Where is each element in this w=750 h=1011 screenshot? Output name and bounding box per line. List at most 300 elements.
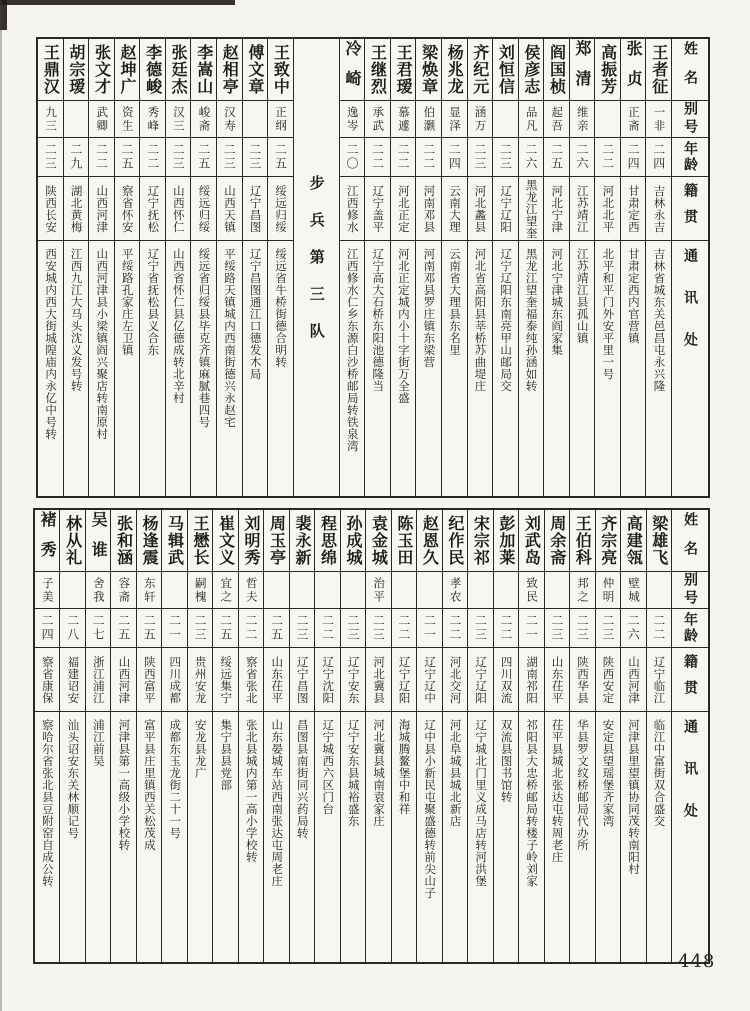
person-alias-cell xyxy=(341,572,365,609)
person-native: 察省张北 xyxy=(244,655,259,704)
person-column xyxy=(467,510,492,962)
person-age-cell xyxy=(545,609,569,648)
person-age-cell xyxy=(392,609,416,648)
person-alias: 逸岑 xyxy=(345,105,360,133)
person-age-cell xyxy=(647,609,671,648)
person-column xyxy=(390,39,416,496)
person-age: 二三 xyxy=(371,614,386,642)
person-column xyxy=(391,510,416,962)
person-native-cell xyxy=(111,648,135,712)
person-native: 吉林永吉 xyxy=(652,184,667,233)
header-address-label: 通讯处 xyxy=(682,248,698,374)
person-name-cell xyxy=(570,510,594,572)
person-age-cell xyxy=(596,609,620,648)
person-address-cell xyxy=(38,241,63,496)
person-name-cell xyxy=(621,39,646,101)
person-alias-cell xyxy=(443,572,467,609)
person-native: 河北交河 xyxy=(448,655,463,704)
person-name: 马辑武 xyxy=(165,515,185,566)
person-alias-cell xyxy=(545,572,569,609)
person-name-cell xyxy=(213,510,237,572)
person-native-cell xyxy=(86,648,110,712)
person-address-cell xyxy=(646,241,671,496)
person-native: 察省康保 xyxy=(40,655,55,704)
person-address: 辽宁高大石桥东阳池德隆当 xyxy=(371,248,386,392)
person-age-cell xyxy=(621,609,645,648)
person-native-cell xyxy=(519,648,543,712)
person-name: 刘恒信 xyxy=(496,44,516,95)
person-age-cell xyxy=(35,609,59,648)
header-age-label: 年龄 xyxy=(682,612,698,644)
person-age-cell xyxy=(111,609,135,648)
person-alias: 汉寿 xyxy=(223,105,238,133)
person-alias-cell xyxy=(86,572,110,609)
person-name: 程思绵 xyxy=(318,515,338,566)
person-address: 辽宁城北门里义成马店转河洪堡 xyxy=(474,719,489,887)
person-address-cell xyxy=(570,241,595,496)
person-name: 吴谁 xyxy=(89,510,109,571)
person-native-cell xyxy=(162,648,186,712)
scan-artifact-left-edge xyxy=(0,0,2,1011)
person-native-cell xyxy=(365,177,390,241)
person-native-cell xyxy=(621,648,645,712)
person-native-cell xyxy=(239,648,263,712)
person-alias-cell xyxy=(366,572,390,609)
person-column xyxy=(518,510,543,962)
person-address: 河北阜城县城北新店 xyxy=(448,719,463,827)
person-address: 山西省怀仁县亿德成转北辛村 xyxy=(171,248,186,404)
person-column xyxy=(190,39,216,496)
person-age: 二三 xyxy=(575,614,590,642)
person-column xyxy=(114,39,140,496)
person-age-cell xyxy=(544,138,569,177)
person-name: 傅文章 xyxy=(245,44,265,95)
header-alias-label: 别号 xyxy=(682,572,698,608)
person-column xyxy=(165,39,191,496)
person-age-cell xyxy=(519,609,543,648)
person-native-cell xyxy=(647,648,671,712)
person-column xyxy=(238,510,263,962)
person-native: 陕西安定 xyxy=(601,655,616,704)
person-name-cell xyxy=(315,510,339,572)
person-name: 冷崎 xyxy=(342,39,362,100)
person-name: 陈玉田 xyxy=(394,515,414,566)
person-address-cell xyxy=(442,241,467,496)
person-age-cell xyxy=(468,609,492,648)
person-native: 浙江浦江 xyxy=(91,655,106,704)
person-age-cell xyxy=(89,138,114,177)
person-name: 王懋长 xyxy=(191,515,211,566)
person-native: 辽宁盖平 xyxy=(371,184,386,233)
person-address-cell xyxy=(290,712,314,962)
person-address-cell xyxy=(417,712,441,962)
person-address: 茌平县城北张达屯转周老庄 xyxy=(550,719,565,863)
person-native: 陕西华县 xyxy=(576,655,591,704)
person-age: 二六 xyxy=(575,143,590,171)
person-alias: 涵万 xyxy=(473,105,488,133)
person-name: 王鼎汉 xyxy=(41,44,61,95)
person-native: 山西河津 xyxy=(627,655,642,704)
person-age-cell xyxy=(340,138,365,177)
person-name-cell xyxy=(443,510,467,572)
person-age: 二三 xyxy=(549,614,564,642)
person-age-cell xyxy=(60,609,84,648)
person-name-cell xyxy=(137,510,161,572)
person-age-cell xyxy=(86,609,110,648)
person-name-cell xyxy=(519,510,543,572)
person-name-cell xyxy=(468,510,492,572)
person-native: 河北正定 xyxy=(396,184,411,233)
person-alias: 容斋 xyxy=(117,576,132,604)
person-name: 赵恩久 xyxy=(420,515,440,566)
person-alias-cell xyxy=(570,572,594,609)
person-address: 河北正定城内小十字街万全盛 xyxy=(396,248,411,404)
person-alias: 峻斋 xyxy=(197,105,212,133)
person-name-cell xyxy=(442,39,467,101)
person-column xyxy=(289,510,314,962)
person-address-cell xyxy=(191,241,216,496)
person-age: 二五 xyxy=(269,614,284,642)
person-column xyxy=(136,510,161,962)
person-age-cell xyxy=(391,138,416,177)
person-address: 云南省大理县东名里 xyxy=(447,248,462,356)
person-column xyxy=(339,39,365,496)
person-address-cell xyxy=(35,712,59,962)
person-age: 二三 xyxy=(193,614,208,642)
person-native: 湖北黄梅 xyxy=(69,184,84,233)
person-alias-cell xyxy=(315,572,339,609)
person-name: 林从礼 xyxy=(63,515,83,566)
person-name: 彭加莱 xyxy=(496,515,516,566)
section-divider-label: 步兵第三队 xyxy=(307,175,326,360)
person-address: 河津县第一高级小学校转 xyxy=(117,719,132,851)
person-alias: 资生 xyxy=(120,105,135,133)
person-address-cell xyxy=(416,241,441,496)
person-address-cell xyxy=(365,241,390,496)
person-alias: 仲明 xyxy=(601,576,616,604)
person-alias-cell xyxy=(596,572,620,609)
person-address: 临江中富街双合盛交 xyxy=(652,719,667,827)
person-name-cell xyxy=(519,39,544,101)
person-address-cell xyxy=(519,712,543,962)
person-address: 集宁县县党部 xyxy=(219,719,234,791)
person-age: 二四 xyxy=(626,143,641,171)
person-name-cell xyxy=(38,39,63,101)
person-alias-cell xyxy=(191,101,216,138)
person-native: 江苏靖江 xyxy=(575,184,590,233)
person-address-cell xyxy=(468,712,492,962)
person-native: 山东茌平 xyxy=(270,655,285,704)
person-address-cell xyxy=(647,712,671,962)
header-cell-alias xyxy=(672,572,708,609)
person-age: 二二 xyxy=(498,614,513,642)
person-native-cell xyxy=(115,177,140,241)
person-name-cell xyxy=(366,510,390,572)
person-column xyxy=(645,39,671,496)
person-address: 绥远省归绥县毕克齐镇麻腻巷四号 xyxy=(197,248,212,428)
person-age: 二五 xyxy=(142,614,157,642)
person-address-cell xyxy=(341,712,365,962)
person-native: 河北蠡县 xyxy=(473,184,488,233)
person-age: 二六 xyxy=(523,143,538,171)
person-name: 张贞 xyxy=(624,39,644,100)
person-name-cell xyxy=(191,39,216,101)
person-alias-cell xyxy=(243,101,268,138)
person-name-cell xyxy=(341,510,365,572)
person-name-cell xyxy=(570,39,595,101)
person-alias-cell xyxy=(416,101,441,138)
person-name: 梁焕章 xyxy=(419,44,439,95)
person-age-cell xyxy=(315,609,339,648)
person-alias-cell xyxy=(137,572,161,609)
person-address: 山西河津县小梁镇阎兴聚店转南原村 xyxy=(95,248,110,440)
person-column xyxy=(212,510,237,962)
person-column xyxy=(467,39,493,496)
person-address-cell xyxy=(570,712,594,962)
person-name-cell xyxy=(416,39,441,101)
person-age: 二二 xyxy=(94,143,109,171)
header-cell-age xyxy=(672,138,708,177)
person-name-cell xyxy=(188,510,212,572)
person-address: 海城腾鳌堡中和祥 xyxy=(397,719,412,815)
person-address-cell xyxy=(239,712,263,962)
person-address-cell xyxy=(137,712,161,962)
person-age-cell xyxy=(166,138,191,177)
person-alias-cell xyxy=(468,572,492,609)
person-age: 二三 xyxy=(247,143,262,171)
person-address-cell xyxy=(493,241,518,496)
person-name: 杨兆龙 xyxy=(445,44,465,95)
person-age-cell xyxy=(188,609,212,648)
header-cell-name xyxy=(672,510,708,572)
person-age-cell xyxy=(493,138,518,177)
person-alias-cell xyxy=(442,101,467,138)
person-native: 辽宁安东 xyxy=(346,655,361,704)
person-native: 山西天镇 xyxy=(223,184,238,233)
person-native-cell xyxy=(213,648,237,712)
person-name-cell xyxy=(493,39,518,101)
person-age: 二三 xyxy=(222,143,237,171)
person-alias-cell xyxy=(35,572,59,609)
person-native-cell xyxy=(392,648,416,712)
person-address-cell xyxy=(166,241,191,496)
person-address: 察哈尔省张北县豆附窑自成公转 xyxy=(40,719,55,887)
person-address: 安龙县龙广 xyxy=(193,719,208,779)
person-alias-cell xyxy=(89,101,114,138)
person-age-cell xyxy=(570,609,594,648)
person-alias-cell xyxy=(621,572,645,609)
person-address: 辽宁辽阳东南亮甲山邮局交 xyxy=(499,248,514,392)
person-native: 绥远归绥 xyxy=(274,184,289,233)
person-name-cell xyxy=(468,39,493,101)
header-name-label: 姓名 xyxy=(682,40,698,99)
person-age-cell xyxy=(442,138,467,177)
person-alias-cell xyxy=(519,572,543,609)
header-cell-native xyxy=(672,177,708,241)
person-alias-cell xyxy=(570,101,595,138)
person-native-cell xyxy=(494,648,518,712)
person-native-cell xyxy=(442,177,467,241)
person-column xyxy=(242,39,268,496)
person-address-cell xyxy=(340,241,365,496)
header-address-label: 通讯处 xyxy=(682,719,698,845)
header-cell-address xyxy=(672,712,708,962)
person-native-cell xyxy=(519,177,544,241)
person-alias-cell xyxy=(268,101,293,138)
person-age: 二二 xyxy=(320,614,335,642)
person-name-cell xyxy=(140,39,165,101)
person-alias: 邦之 xyxy=(576,576,591,604)
person-column xyxy=(365,510,390,962)
person-name: 张文才 xyxy=(92,44,112,95)
person-native-cell xyxy=(468,648,492,712)
person-age: 二二 xyxy=(651,614,666,642)
person-address-cell xyxy=(115,241,140,496)
roster-table-top xyxy=(36,37,710,498)
person-age: 二二 xyxy=(600,143,615,171)
person-column xyxy=(620,510,645,962)
person-address-cell xyxy=(213,712,237,962)
person-column xyxy=(620,39,646,496)
person-age-cell xyxy=(417,609,441,648)
person-native: 陕西富平 xyxy=(142,655,157,704)
person-native-cell xyxy=(544,177,569,241)
person-name: 纪作民 xyxy=(445,515,465,566)
person-column xyxy=(139,39,165,496)
person-native-cell xyxy=(595,177,620,241)
person-column xyxy=(594,39,620,496)
person-age-cell xyxy=(239,609,263,648)
person-column xyxy=(364,39,390,496)
person-alias-cell xyxy=(111,572,135,609)
person-native: 辽宁辽阳 xyxy=(397,655,412,704)
header-column xyxy=(671,510,708,962)
person-column xyxy=(544,510,569,962)
person-alias: 秀峰 xyxy=(146,105,161,133)
person-alias-cell xyxy=(166,101,191,138)
person-native-cell xyxy=(646,177,671,241)
person-column xyxy=(595,510,620,962)
person-name-cell xyxy=(239,510,263,572)
person-address: 辽宁省抚松县义合东 xyxy=(146,248,161,356)
person-address-cell xyxy=(366,712,390,962)
person-address-cell xyxy=(621,241,646,496)
person-name-cell xyxy=(647,510,671,572)
person-address: 双流县图书馆转 xyxy=(499,719,514,803)
person-alias: 治平 xyxy=(372,576,387,604)
person-native: 察省怀安 xyxy=(120,184,135,233)
person-name-cell xyxy=(217,39,242,101)
person-alias-cell xyxy=(647,572,671,609)
person-column xyxy=(35,510,59,962)
person-age-cell xyxy=(162,609,186,648)
person-name-cell xyxy=(115,39,140,101)
person-alias-cell xyxy=(239,572,263,609)
person-age: 二三 xyxy=(472,143,487,171)
header-cell-alias xyxy=(672,101,708,138)
person-alias: 慕遽 xyxy=(396,105,411,133)
person-alias-cell xyxy=(494,572,518,609)
person-column xyxy=(493,510,518,962)
person-age: 二七 xyxy=(91,614,106,642)
person-address-cell xyxy=(162,712,186,962)
person-address: 辽中县小新民屯聚盛德转前尖山子 xyxy=(423,719,438,899)
person-alias-cell xyxy=(140,101,165,138)
person-native-cell xyxy=(188,648,212,712)
person-address: 汕头诏安东关林顺记号 xyxy=(66,719,81,839)
person-name: 周玉亭 xyxy=(267,515,287,566)
person-alias-cell xyxy=(468,101,493,138)
person-name-cell xyxy=(596,510,620,572)
person-age-cell xyxy=(38,138,63,177)
person-address-cell xyxy=(60,712,84,962)
person-age: 二三 xyxy=(473,614,488,642)
person-column xyxy=(569,39,595,496)
person-name: 王致中 xyxy=(271,44,291,95)
person-age: 二一 xyxy=(422,614,437,642)
person-alias: 孝农 xyxy=(448,576,463,604)
person-age: 二三 xyxy=(345,614,360,642)
person-native: 辽宁辽阳 xyxy=(474,655,489,704)
person-age-cell xyxy=(366,609,390,648)
person-native-cell xyxy=(340,177,365,241)
person-address: 成都东玉龙街二十一号 xyxy=(168,719,183,839)
person-alias: 子美 xyxy=(40,576,55,604)
person-name: 侯彦志 xyxy=(521,44,541,95)
person-address-cell xyxy=(315,712,339,962)
person-age: 二一 xyxy=(167,614,182,642)
person-age: 二二 xyxy=(145,143,160,171)
person-name-cell xyxy=(111,510,135,572)
person-address-cell xyxy=(596,712,620,962)
person-name: 孙成城 xyxy=(343,515,363,566)
person-alias-cell xyxy=(213,572,237,609)
person-address-cell xyxy=(468,241,493,496)
person-name-cell xyxy=(268,39,293,101)
person-address-cell xyxy=(443,712,467,962)
roster-table-bottom xyxy=(33,508,710,964)
person-native-cell xyxy=(596,648,620,712)
person-column xyxy=(110,510,135,962)
person-native-cell xyxy=(140,177,165,241)
person-name: 李嵩山 xyxy=(194,44,214,95)
person-native-cell xyxy=(315,648,339,712)
person-address: 江苏靖江县孤山镇 xyxy=(575,248,590,344)
person-name-cell xyxy=(621,510,645,572)
scan-artifact-top-edge xyxy=(0,0,235,5)
person-native: 绥远归绥 xyxy=(197,184,212,233)
person-alias: 舍我 xyxy=(91,576,106,604)
person-age: 二四 xyxy=(447,143,462,171)
person-age: 二五 xyxy=(196,143,211,171)
person-alias: 伯灏 xyxy=(422,105,437,133)
person-address-cell xyxy=(519,241,544,496)
person-address: 安定县望瑶堡齐家湾 xyxy=(601,719,616,827)
person-age-cell xyxy=(191,138,216,177)
person-name-cell xyxy=(60,510,84,572)
person-age-cell xyxy=(621,138,646,177)
person-address: 河南邓县罗庄镇东梁营 xyxy=(422,248,437,368)
person-native-cell xyxy=(35,648,59,712)
person-age: 二五 xyxy=(549,143,564,171)
person-native: 湖南祁阳 xyxy=(525,655,540,704)
person-native-cell xyxy=(493,177,518,241)
person-alias-cell xyxy=(64,101,89,138)
person-column xyxy=(543,39,569,496)
person-name: 梁雄飞 xyxy=(649,515,669,566)
person-age: 二五 xyxy=(218,614,233,642)
person-name-cell xyxy=(264,510,288,572)
